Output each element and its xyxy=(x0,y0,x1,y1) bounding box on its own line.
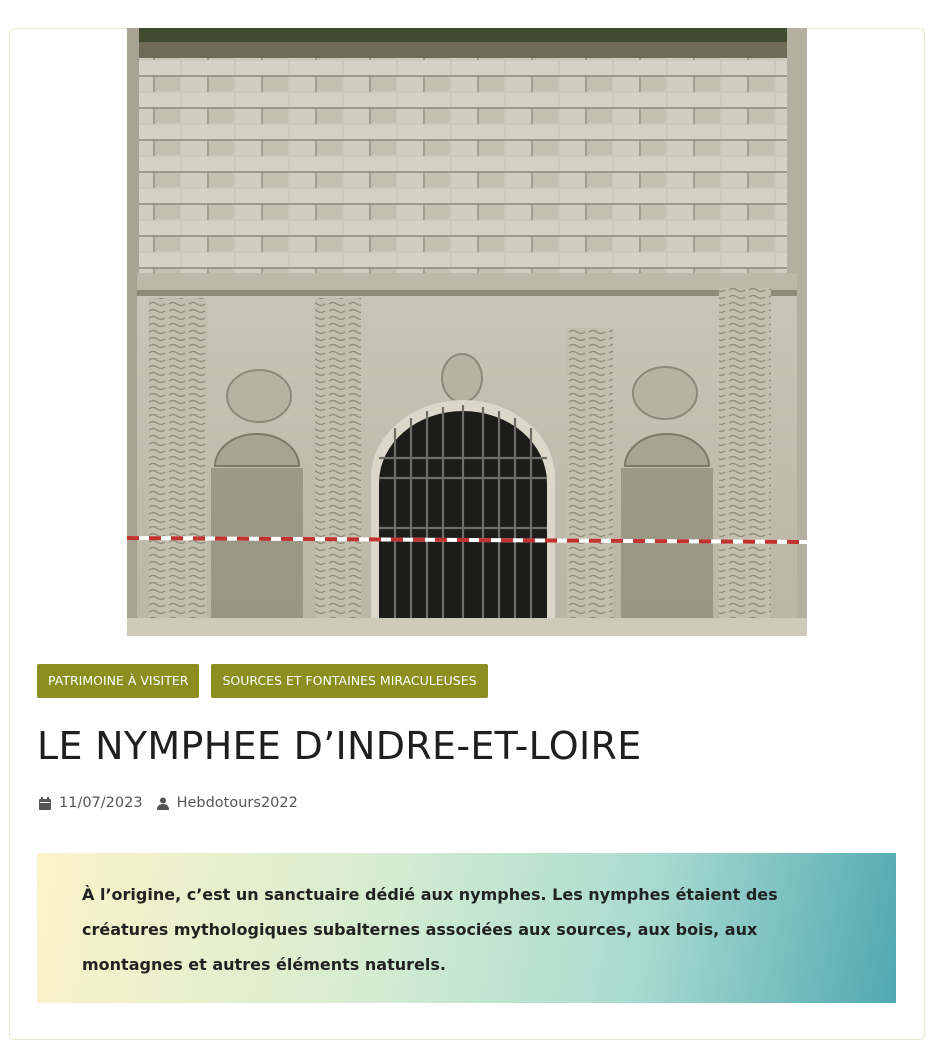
category-tag-sources[interactable]: SOURCES ET FONTAINES MIRACULEUSES xyxy=(211,664,487,698)
featured-image[interactable] xyxy=(127,28,807,636)
nymphaeum-photo xyxy=(127,28,807,636)
category-tag-patrimoine[interactable]: PATRIMOINE À VISITER xyxy=(37,664,199,698)
post-categories xyxy=(37,664,488,698)
intro-text: À l’origine, c’est un sanctuaire dédié aux nymphes. Les nymphes étaient des créatures mythologiques subalternes associées aux sources, aux bois, aux montagnes et autres éléments naturels. xyxy=(82,885,778,974)
post-meta xyxy=(39,793,298,813)
post-date[interactable]: 11/07/2023 xyxy=(59,795,143,811)
post-title: LE NYMPHEE D’INDRE-ET-LOIRE xyxy=(37,724,642,768)
post-author[interactable]: Hebdotours2022 xyxy=(176,795,298,811)
calendar-icon xyxy=(39,797,53,811)
user-icon xyxy=(157,797,171,811)
post-intro-highlight xyxy=(37,853,896,1003)
